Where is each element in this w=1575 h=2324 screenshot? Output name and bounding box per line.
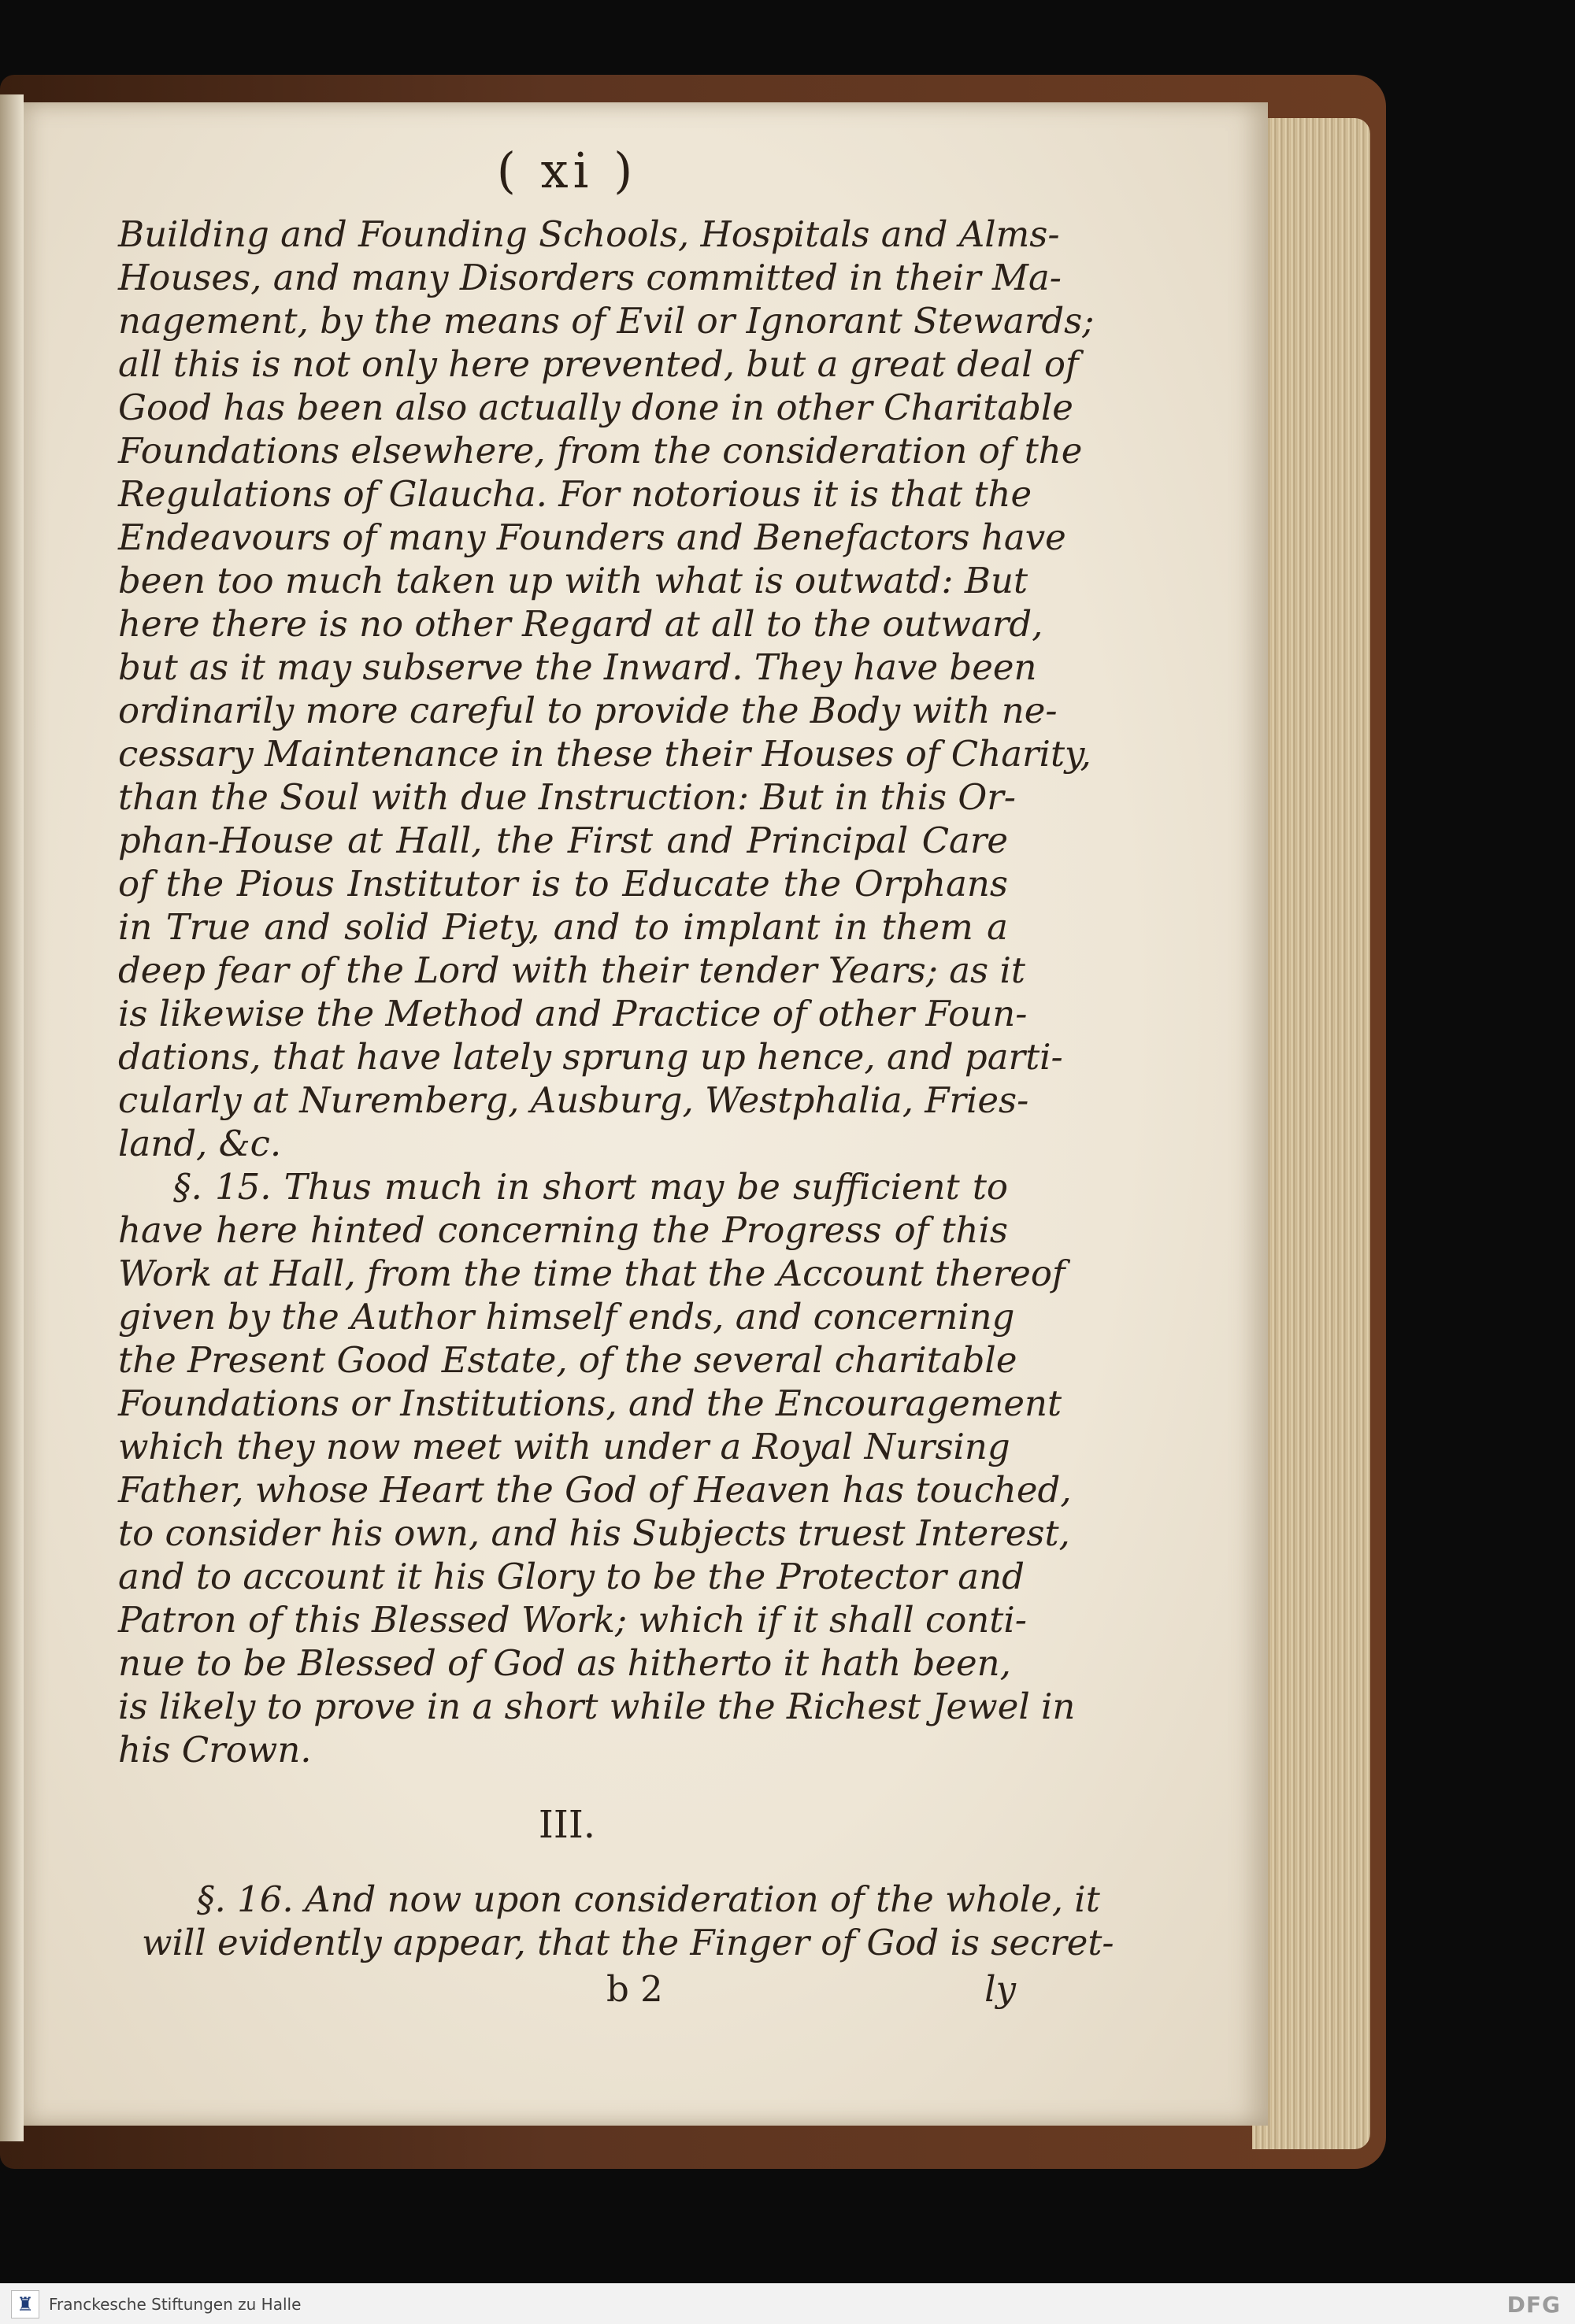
text-line: Regulations of Glaucha. For notorious it is that the [118,473,1032,515]
text-line: Houses, and many Disorders committed in their Ma- [118,257,1062,298]
text-line: been too much taken up with what is outwatd: But [118,560,1028,601]
text-line: is likewise the Method and Practice of other Foun- [118,993,1028,1034]
text-line: ordinarily more careful to provide the Body with ne- [118,690,1058,731]
institution-name: Franckesche Stiftungen zu Halle [49,2295,302,2314]
text-line: is likely to prove in a short while the Richest Jewel in [118,1686,1076,1727]
text-line: land, &c. [118,1123,282,1164]
text-line: here there is no other Regard at all to the outward, [118,603,1043,645]
text-line: will evidently appear, that the Finger of God is secret- [142,1922,1114,1963]
text-line: Father, whose Heart the God of Heaven has touched, [118,1469,1072,1511]
text-line: his Crown. [118,1729,312,1771]
viewer-footer [0,2283,1575,2324]
text-line: Work at Hall, from the time that the Account thereof [118,1253,1065,1294]
paragraph-start-line: §. 16. And now upon consideration of the whole, it [197,1878,1100,1920]
text-line: cularly at Nuremberg, Ausburg, Westphalia, Fries- [118,1079,1029,1121]
text-line: have here hinted concerning the Progress of this [118,1209,1008,1251]
text-line: given by the Author himself ends, and concerning [118,1296,1015,1338]
text-line: Building and Founding Schools, Hospitals and Alms- [118,213,1060,255]
text-line: to consider his own, and his Subjects truest Interest, [118,1512,1070,1554]
text-line: deep fear of the Lord with their tender Years; as it [118,949,1025,991]
page-fore-edge [1252,118,1370,2149]
text-line: the Present Good Estate, of the several charitable [118,1339,1017,1381]
section-heading: III. [538,1803,596,1847]
text-line: Patron of this Blessed Work; which if it shall conti- [118,1599,1027,1641]
page-header: ( xi ) [496,142,638,199]
text-line: phan-House at Hall, the First and Principal Care [118,820,1008,861]
text-line: Foundations or Institutions, and the Encouragement [118,1382,1062,1424]
text-line: all this is not only here prevented, but a great deal of [118,343,1079,385]
paragraph-start-line: §. 15. Thus much in short may be sufficient to [173,1166,1008,1208]
text-line: Foundations elsewhere, from the consideration of the [118,430,1083,472]
text-line: nagement, by the means of Evil or Ignorant Stewards; [118,300,1095,342]
text-line: dations, that have lately sprung up hence, and parti- [118,1036,1063,1078]
body-text-continued [142,1878,1114,1964]
facing-page-edge [0,94,24,2141]
text-line: but as it may subserve the Inward. They have been [118,646,1037,688]
text-line: and to account it his Glory to be the Protector and [118,1556,1025,1597]
signature-mark: b 2 [606,1968,663,2010]
catchword: ly [984,1968,1016,2010]
text-line: than the Soul with due Instruction: But in this Or- [118,776,1017,818]
text-line: Good has been also actually done in other Charitable [118,387,1073,428]
text-line: Endeavours of many Founders and Benefactors have [118,516,1066,558]
text-line: of the Pious Institutor is to Educate the Orphans [118,863,1008,905]
text-line: which they now meet with under a Royal Nursing [118,1426,1010,1467]
text-line: in True and solid Piety, and to implant in them a [118,906,1008,948]
body-text [118,213,1095,1771]
text-line: cessary Maintenance in these their Houses of Charity, [118,733,1091,775]
signature-line [142,1968,1016,2011]
institution-logo-icon: ♜ [11,2290,39,2318]
text-line: nue to be Blessed of God as hitherto it hath been, [118,1642,1011,1684]
dfg-logo: DFG [1506,2292,1561,2318]
